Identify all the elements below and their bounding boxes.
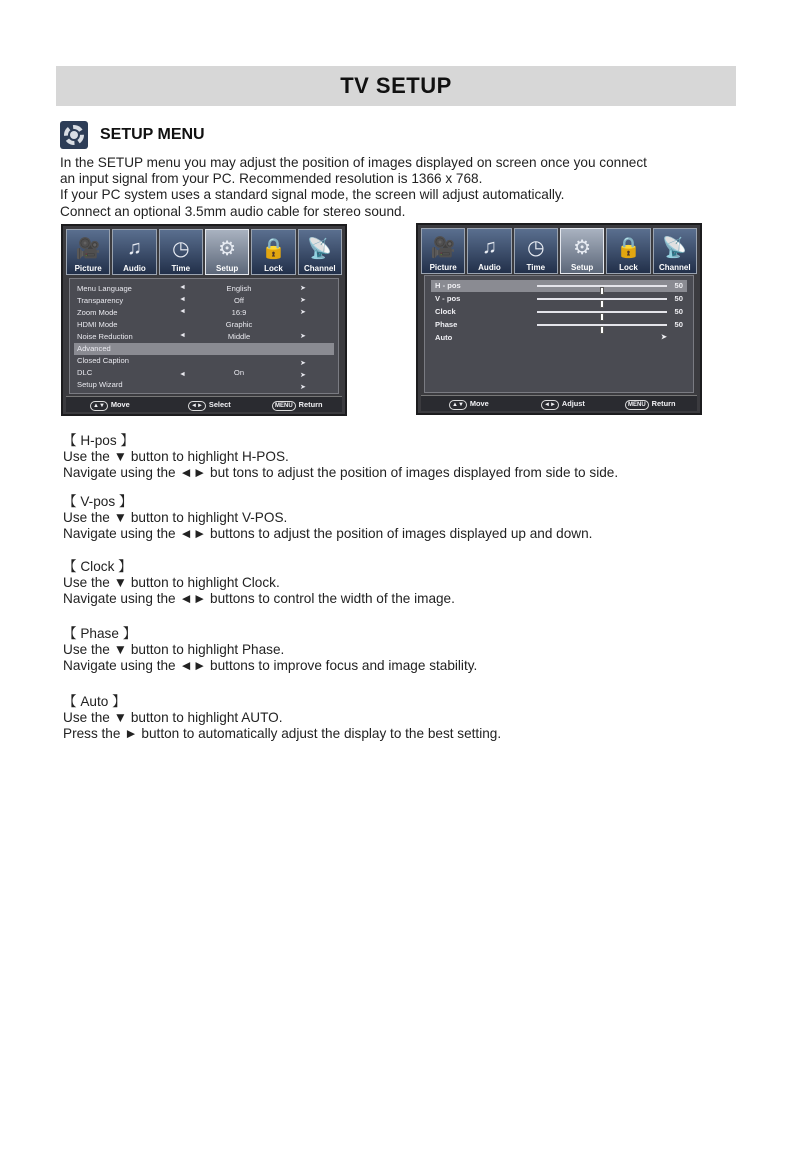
right-arrow-icon[interactable]: ➤ (300, 384, 306, 391)
row-value: 16:9 (231, 308, 247, 317)
gear-icon: ⚙ (218, 237, 237, 260)
row-value: On (233, 368, 245, 377)
tab-label: Channel (304, 264, 336, 273)
menu-key-icon: MENU (272, 401, 296, 411)
tab-lock[interactable] (251, 229, 295, 275)
menu-row-menu-language[interactable] (74, 283, 334, 295)
intro-text (60, 155, 740, 220)
slider-row-h-pos[interactable] (431, 280, 687, 292)
right-arrow-icon[interactable]: ➤ (300, 372, 306, 379)
footer-move (90, 400, 130, 411)
row-value: Middle (227, 332, 251, 341)
tab-audio[interactable] (467, 228, 511, 274)
row-label: Noise Reduction (77, 332, 133, 341)
tab-lock[interactable] (606, 228, 650, 274)
footer-select (188, 400, 231, 411)
music-note-icon: ♫ (126, 236, 142, 259)
description-line: Use the ▼ button to highlight V-POS. (63, 510, 288, 526)
updown-key-icon: ▲▼ (90, 401, 108, 411)
menu-tab-bar (421, 228, 697, 274)
pc-options-panel (424, 275, 694, 393)
clock-icon: ◷ (172, 237, 190, 260)
camcorder-icon: 🎥 (430, 236, 456, 259)
menu-row-advanced[interactable] (74, 343, 334, 355)
tab-time[interactable] (514, 228, 558, 274)
row-value: 50 (674, 307, 683, 316)
leftright-key-icon: ◄► (188, 401, 206, 411)
tab-label: Setup (571, 263, 594, 272)
intro-line: In the SETUP menu you may adjust the position of images displayed on screen once you connect (60, 155, 647, 170)
tab-picture[interactable] (421, 228, 465, 274)
row-label: Clock (435, 307, 456, 316)
footer-return (272, 400, 323, 411)
menu-row-transparency[interactable] (74, 295, 334, 307)
menu-row-dlc[interactable] (74, 367, 334, 379)
tab-label: Setup (216, 264, 239, 273)
description-heading: 【 V-pos 】 (63, 494, 133, 509)
tab-label: Lock (264, 264, 283, 273)
tab-channel[interactable] (298, 229, 342, 275)
menu-key-icon: MENU (625, 400, 649, 410)
right-arrow-icon[interactable]: ➤ (300, 333, 306, 340)
description-auto (63, 694, 743, 743)
intro-line: Connect an optional 3.5mm audio cable for stereo sound. (60, 203, 406, 219)
description-line: Use the ▼ button to highlight AUTO. (63, 710, 283, 726)
footer-adjust-label: Adjust (561, 399, 585, 408)
menu-footer (66, 396, 342, 412)
footer-return-label: Return (298, 400, 323, 409)
tab-label: Time (171, 264, 191, 273)
footer-move (449, 399, 489, 410)
satellite-dish-icon: 📡 (662, 236, 688, 259)
left-arrow-icon[interactable]: ◄ (179, 308, 186, 315)
description-line: Press the ► button to automatically adjust the display to the best setting. (63, 726, 502, 742)
clock-icon: ◷ (527, 236, 545, 259)
padlock-icon: 🔒 (261, 237, 286, 260)
row-value: Off (234, 296, 244, 305)
footer-return-label: Return (651, 399, 676, 408)
description-h-pos (63, 433, 743, 482)
tab-label: Time (526, 263, 546, 272)
satellite-dish-icon: 📡 (307, 237, 333, 260)
right-arrow-icon[interactable]: ➤ (300, 360, 306, 367)
gear-icon (60, 121, 88, 149)
tab-picture[interactable] (66, 229, 110, 275)
row-label: Closed Caption (77, 356, 129, 365)
menu-row-setup-wizard[interactable] (74, 379, 334, 391)
right-arrow-icon[interactable]: ➤ (300, 285, 306, 292)
row-label: Auto (435, 333, 453, 342)
description-line: Navigate using the ◄► buttons to improve focus and image stability. (63, 658, 478, 674)
section-header (60, 120, 205, 150)
description-v-pos (63, 494, 743, 543)
padlock-icon: 🔒 (616, 236, 641, 259)
h-pos-slider[interactable] (537, 285, 667, 287)
menu-row-noise-reduction[interactable] (74, 331, 334, 343)
clock-slider[interactable] (537, 311, 667, 313)
description-heading: 【 Auto 】 (63, 694, 126, 709)
row-label: Phase (435, 320, 458, 329)
camcorder-icon: 🎥 (75, 237, 101, 260)
row-label: HDMI Mode (77, 320, 118, 329)
tab-label: Audio (123, 264, 146, 273)
title-bar (56, 66, 736, 106)
leftright-key-icon: ◄► (541, 400, 559, 410)
slider-row-v-pos[interactable] (431, 293, 687, 305)
description-heading: 【 Clock 】 (63, 559, 132, 574)
left-arrow-icon[interactable]: ◄ (179, 332, 186, 339)
gear-icon: ⚙ (573, 236, 592, 259)
row-label: Transparency (77, 296, 124, 305)
row-value: 50 (674, 294, 683, 303)
description-line: Navigate using the ◄► but tons to adjust the position of images displayed from side to side. (63, 465, 619, 481)
footer-adjust (541, 399, 585, 410)
row-value: Graphic (225, 320, 253, 329)
row-label: V - pos (435, 294, 461, 303)
slider-row-clock[interactable] (431, 306, 687, 318)
row-value: English (226, 284, 252, 293)
row-label: DLC (77, 368, 93, 377)
description-line: Use the ▼ button to highlight Phase. (63, 642, 285, 658)
left-arrow-icon[interactable]: ◄ (179, 371, 186, 378)
footer-move-label: Move (469, 399, 489, 408)
page-title: TV SETUP (340, 73, 452, 98)
tab-label: Picture (74, 264, 102, 273)
tab-label: Audio (478, 263, 501, 272)
pc-setup-screen (416, 223, 702, 415)
description-line: Navigate using the ◄► buttons to control the width of the image. (63, 591, 455, 607)
tab-label: Picture (429, 263, 457, 272)
right-arrow-icon[interactable]: ➤ (300, 297, 306, 304)
row-value: 50 (674, 281, 683, 290)
updown-key-icon: ▲▼ (449, 400, 467, 410)
menu-row-hdmi-mode[interactable] (74, 319, 334, 331)
tab-label: Lock (619, 263, 638, 272)
tab-label: Channel (659, 263, 691, 272)
phase-slider[interactable] (537, 324, 667, 326)
description-line: Navigate using the ◄► buttons to adjust the position of images displayed up and down. (63, 526, 593, 542)
intro-line: If your PC system uses a standard signal mode, the screen will adjust automatically. (60, 187, 565, 203)
description-phase (63, 626, 743, 675)
menu-row-zoom-mode[interactable] (74, 307, 334, 319)
menu-footer (421, 395, 697, 411)
slider-row-phase[interactable] (431, 319, 687, 331)
description-heading: 【 H-pos 】 (63, 433, 135, 448)
v-pos-slider[interactable] (537, 298, 667, 300)
setup-menu-screen (61, 224, 347, 416)
row-label: H - pos (435, 281, 461, 290)
footer-return (625, 399, 676, 410)
tab-setup[interactable] (205, 229, 249, 275)
description-heading: 【 Phase 】 (63, 626, 137, 641)
footer-select-label: Select (208, 400, 231, 409)
row-label: Menu Language (77, 284, 132, 293)
row-label: Setup Wizard (77, 380, 123, 389)
left-arrow-icon[interactable]: ◄ (179, 296, 186, 303)
row-value: 50 (674, 320, 683, 329)
right-arrow-icon[interactable]: ➤ (300, 309, 306, 316)
intro-line: an input signal from your PC. Recommended resolution is 1366 x 768. (60, 171, 483, 187)
tab-audio[interactable] (112, 229, 156, 275)
tab-channel[interactable] (653, 228, 697, 274)
footer-move-label: Move (110, 400, 130, 409)
tab-time[interactable] (159, 229, 203, 275)
setup-options-panel (69, 278, 339, 394)
right-arrow-icon[interactable]: ➤ (661, 334, 667, 341)
menu-tab-bar (66, 229, 342, 275)
menu-row-auto[interactable] (431, 332, 687, 344)
music-note-icon: ♫ (481, 235, 497, 258)
menu-row-closed-caption[interactable] (74, 355, 334, 367)
row-label: Zoom Mode (77, 308, 118, 317)
description-line: Use the ▼ button to highlight H-POS. (63, 449, 289, 465)
left-arrow-icon[interactable]: ◄ (179, 284, 186, 291)
row-label: Advanced (77, 344, 111, 353)
section-heading: SETUP MENU (100, 126, 205, 143)
tab-setup[interactable] (560, 228, 604, 274)
description-clock (63, 559, 743, 608)
description-line: Use the ▼ button to highlight Clock. (63, 575, 280, 591)
